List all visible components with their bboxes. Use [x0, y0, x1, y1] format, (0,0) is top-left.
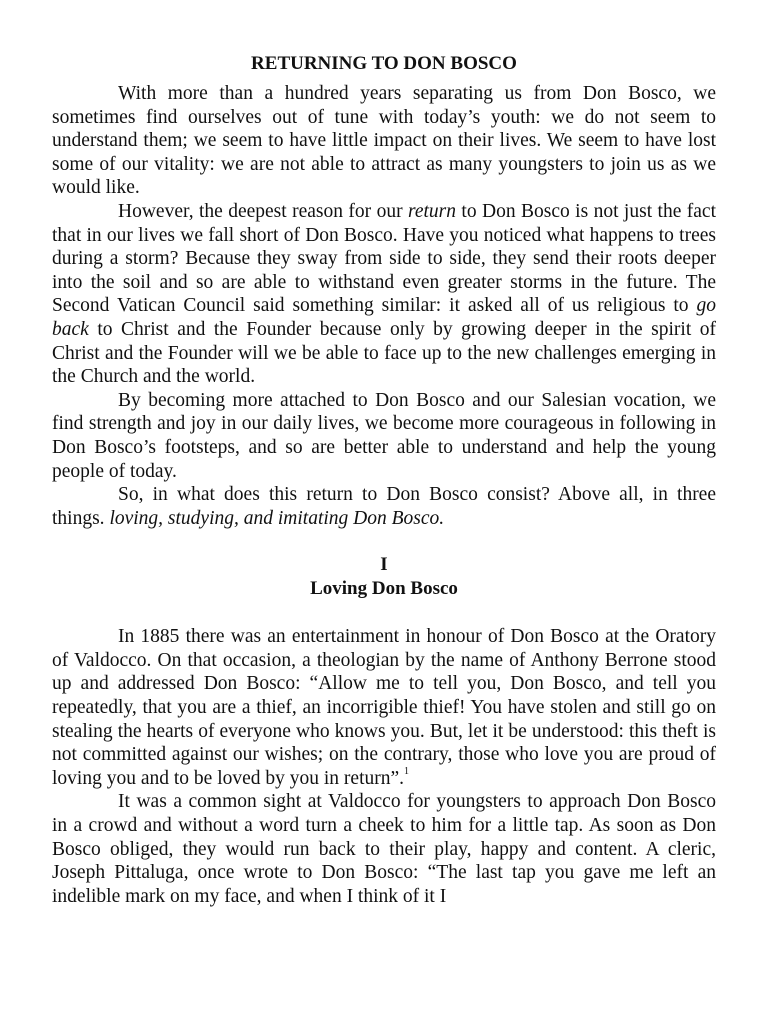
paragraph-1: With more than a hundred years separating us from Don Bosco, we sometimes find ourselves out of tune with today’s youth: we do not seem to understand them; we seem to have little impact on their lives. We seem to have lost some of our vitality: we are not able to attract as many youngsters to join us as we would like.	[52, 83, 716, 199]
document-page	[52, 52, 716, 908]
paragraph-2-text-b: to Don Bosco is not just the fact that in our lives we fall short of Don Bosco. Have you noticed what happens to trees during a storm? Because they sway from side to side, they send their roots deeper into the soil and so are able to withstand even greater storms in the future. The Second Vatican Council said something similar: it asked all of us religious to	[52, 200, 716, 317]
paragraph-2-text-a: However, the deepest reason for our	[118, 200, 408, 222]
page-title: RETURNING TO DON BOSCO	[251, 53, 517, 74]
paragraph-2	[52, 200, 716, 389]
paragraph-6: It was a common sight at Valdocco for youngsters to approach Don Bosco in a crowd and without a word turn a cheek to him for a little tap. As soon as Don Bosco obliged, they would run back to their play, happy and content. A cleric, Joseph Pittaluga, once wrote to Don Bosco: “The last tap you gave me left an indelible mark on my face, and when I think of it I	[52, 791, 716, 907]
section-number: I	[380, 554, 388, 576]
section-heading: Loving Don Bosco	[310, 578, 458, 600]
emphasis-three-things: loving, studying, and imitating Don Bosco.	[109, 507, 445, 529]
emphasis-return: return	[407, 200, 457, 222]
emphasis-go-back: go back	[52, 295, 716, 340]
paragraph-5-text: In 1885 there was an entertainment in honour of Don Bosco at the Oratory of Valdocco. On that occasion, a theologian by the name of Anthony Berrone stood up and addressed Don Bosco: “Allow me to tell you, Don Bosco, and tell you repeatedly, that you are a thief, an incorrigible thief! You have stolen and still go on stealing the hearts of everyone who knows you. But, let it be understood: this theft is not committed against our wishes; on the contrary, those who love you are proud of loving you and to be loved by you in return”.	[52, 626, 716, 789]
paragraph-2-text-c: to Christ and the Founder because only by growing deeper in the spirit of Christ and the Founder will we be able to face up to the new challenges emerging in the Church and the world.	[52, 318, 716, 388]
paragraph-4-text: So, in what does this return to Don Bosco consist? Above all, in three things.	[52, 484, 716, 529]
paragraph-3: By becoming more attached to Don Bosco and our Salesian vocation, we find strength and joy in our daily lives, we become more courageous in following in Don Bosco’s footsteps, and so are better able to understand and help the young people of today.	[52, 389, 716, 482]
paragraph-4	[52, 483, 716, 530]
paragraph-5	[52, 625, 716, 790]
footnote-marker[interactable]: 1	[404, 765, 410, 777]
